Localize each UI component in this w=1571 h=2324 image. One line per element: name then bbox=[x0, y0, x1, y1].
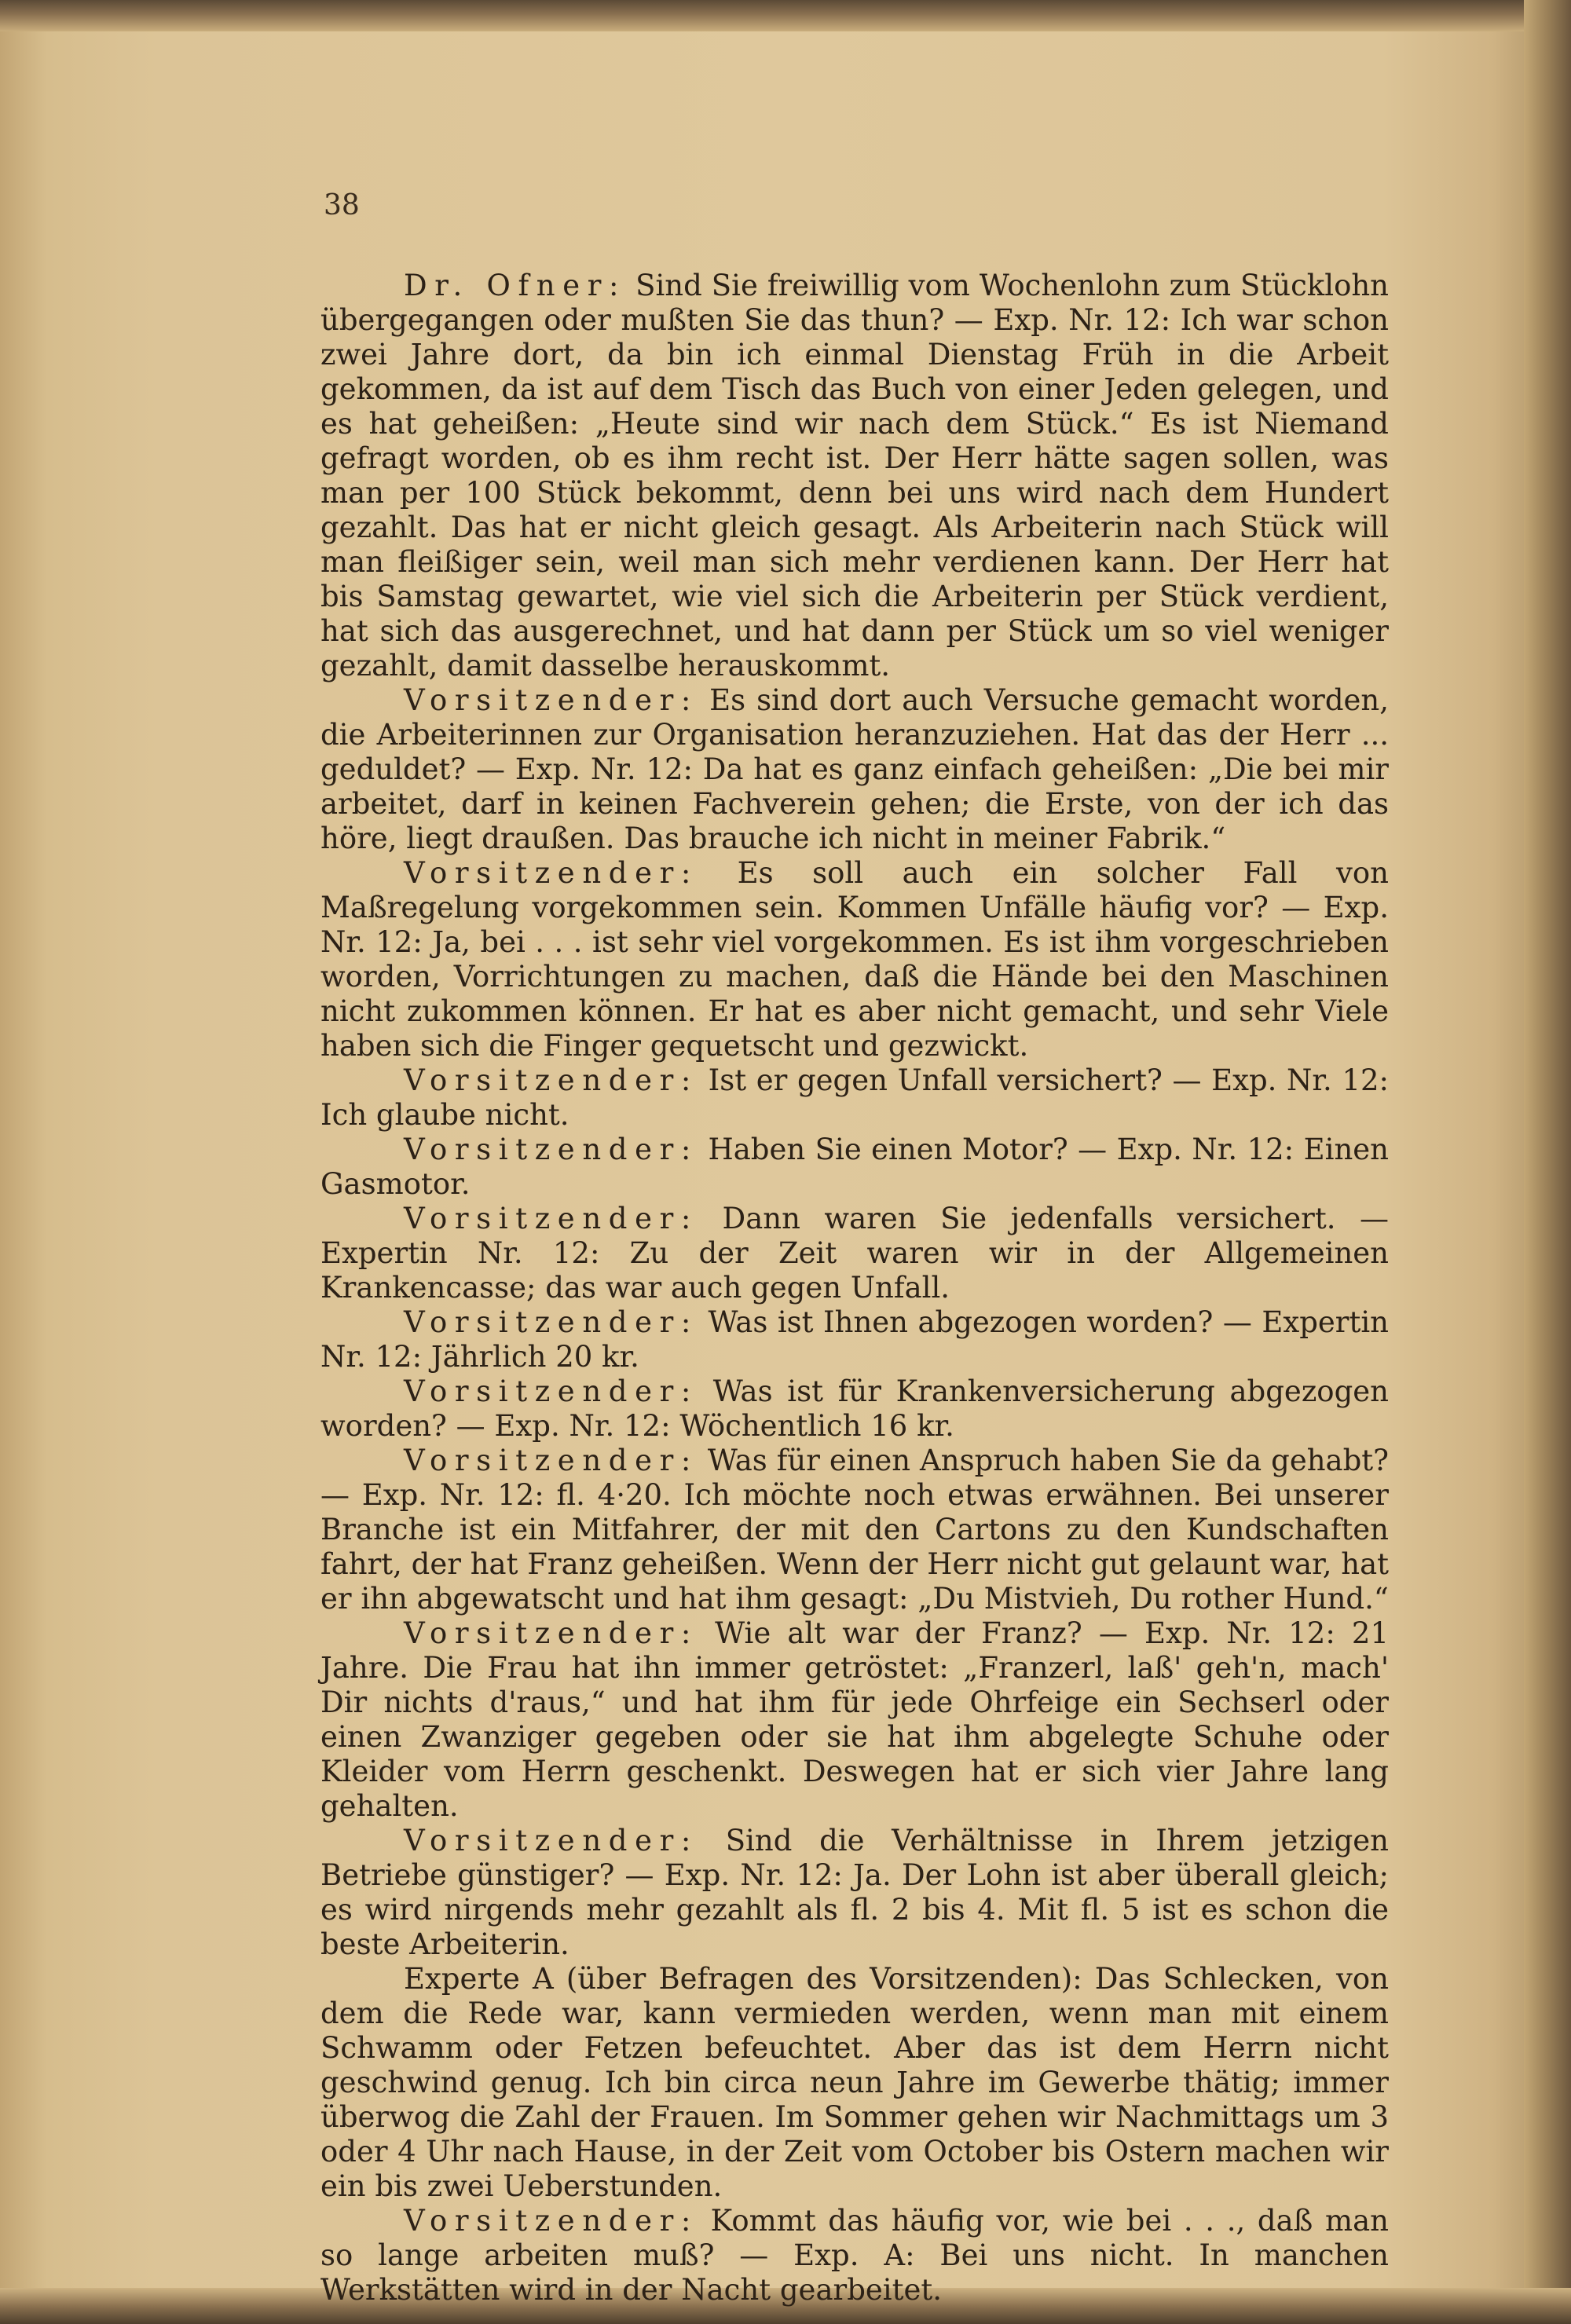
paragraph-text: Es soll auch ein solcher Fall von Maßregelung vorgekommen sein. Kommen Unfälle häufig vor? — Exp. Nr. 12: Ja, bei . . . ist sehr viel vorgekommen. Es ist ihm vorgeschrieben worden, Vorrichtungen zu machen, daß die Hände bei den Maschinen nicht zukommen können. Er hat es aber nicht gemacht, und sehr Viele haben sich die Finger gequetscht und gezwickt. bbox=[320, 856, 1390, 1063]
speaker-label: Vorsitzender: bbox=[404, 856, 698, 890]
paragraph-text: Es sind dort auch Versuche gemacht worden, die Arbeiterinnen zur Organisation heranzuziehen. Hat das der Herr ... geduldet? — Exp. Nr. 12: Da hat es ganz einfach geheißen: „Die bei mir arbeitet, darf in keinen Fachverein gehen; die Erste, von der ich das höre, liegt draußen. Das brauche ich nicht in meiner Fabrik.“ bbox=[320, 683, 1390, 855]
paragraph-text: Was ist Ihnen abgezogen worden? — Expertin Nr. 12: Jährlich 20 kr. bbox=[320, 1305, 1389, 1374]
book-binding-edge bbox=[1524, 0, 1571, 2324]
speaker-label: Vorsitzender: bbox=[404, 1202, 698, 1235]
speaker-label: Experte A (über Befragen des Vorsitzenden): bbox=[404, 1962, 1082, 1996]
paragraph-text: Wie alt war der Franz? — Exp. Nr. 12: 21 Jahre. Die Frau hat ihn immer getröstet: „Franzerl, laß' geh'n, mach' Dir nichts d'raus,“ und hat ihm für jede Ohrfeige ein Sechserl oder einen Zwanziger gegeben oder sie hat ihm abgelegte Schuhe oder Kleider vom Herrn geschenkt. Deswegen hat er sich vier Jahre lang gehalten. bbox=[320, 1616, 1389, 1823]
paragraph-text: Was ist für Krankenversicherung abgezogen worden? — Exp. Nr. 12: Wöchentlich 16 kr. bbox=[320, 1374, 1389, 1443]
paragraph bbox=[320, 269, 1389, 683]
speaker-label: Vorsitzender: bbox=[404, 2204, 698, 2238]
paragraph-text: Dann waren Sie jedenfalls versichert. — Expertin Nr. 12: Zu der Zeit waren wir in der Allgemeinen Krankencasse; das war auch gegen Unfall. bbox=[320, 1202, 1390, 1305]
paragraph-text: Was für einen Anspruch haben Sie da gehabt? — Exp. Nr. 12: fl. 4·20. Ich möchte noch etwas erwähnen. Bei unserer Branche ist ein Mitfahrer, der mit den Cartons zu den Kundschaften fahrt, der hat Franz geheißen. Wenn der Herr nicht gut gelaunt war, hat er ihn abgewatscht und hat ihm gesagt: „Du Mistvieh, Du rother Hund.“ bbox=[320, 1444, 1389, 1616]
paragraph bbox=[320, 683, 1389, 856]
paragraph bbox=[320, 1444, 1389, 1616]
paragraph-text: Haben Sie einen Motor? — Exp. Nr. 12: Einen Gasmotor. bbox=[320, 1133, 1389, 1201]
paragraph bbox=[320, 1133, 1389, 1202]
paragraph-text: Kommt das häufig vor, wie bei . . ., daß man so lange arbeiten muß? — Exp. A: Bei uns nicht. In manchen Werkstätten wird in der Nacht gearbeitet. bbox=[320, 2204, 1389, 2307]
paragraph bbox=[320, 1824, 1389, 1962]
paragraph bbox=[320, 1616, 1389, 1824]
paragraph bbox=[320, 1063, 1389, 1133]
speaker-label: Vorsitzender: bbox=[404, 1444, 698, 1477]
paragraph-text: Das Schlecken, von dem die Rede war, kann vermieden werden, wenn man mit einem Schwamm oder Fetzen befeuchtet. Aber das ist dem Herrn nicht geschwind genug. Ich bin circa neun Jahre im Gewerbe thätig; immer überwog die Zahl der Frauen. Im Sommer gehen wir Nachmittags um 3 oder 4 Uhr nach Hause, in der Zeit vom October bis Ostern machen wir ein bis zwei Ueberstunden. bbox=[320, 1962, 1389, 2203]
speaker-label: Vorsitzender: bbox=[404, 683, 698, 717]
speaker-label: Vorsitzender: bbox=[404, 1374, 698, 1408]
paragraph bbox=[320, 1962, 1389, 2204]
paragraph bbox=[320, 856, 1389, 1063]
paragraph-text: Ist er gegen Unfall versichert? — Exp. Nr. 12: Ich glaube nicht. bbox=[320, 1063, 1389, 1132]
speaker-label: Dr. Ofner: bbox=[404, 269, 627, 302]
speaker-label: Vorsitzender: bbox=[404, 1063, 698, 1097]
speaker-label: Vorsitzender: bbox=[404, 1305, 698, 1339]
speaker-label: Vorsitzender: bbox=[404, 1133, 698, 1166]
paragraph bbox=[320, 1374, 1389, 1444]
paragraph bbox=[320, 1305, 1389, 1374]
page-number: 38 bbox=[324, 189, 360, 221]
paragraph bbox=[320, 2204, 1389, 2308]
page-top-edge bbox=[0, 0, 1571, 31]
paragraph bbox=[320, 1202, 1389, 1305]
page-text-block bbox=[320, 188, 1389, 2308]
paragraph-text: Sind die Verhältnisse in Ihrem jetzigen Betriebe günstiger? — Exp. Nr. 12: Ja. Der Lohn ist aber überall gleich; es wird nirgends mehr gezahlt als fl. 2 bis 4. Mit fl. 5 ist es schon die beste Arbeiterin. bbox=[320, 1824, 1389, 1961]
speaker-label: Vorsitzender: bbox=[404, 1616, 698, 1650]
speaker-label: Vorsitzender: bbox=[404, 1824, 698, 1857]
paragraph-text: Sind Sie freiwillig vom Wochenlohn zum Stücklohn übergegangen oder mußten Sie das thun? — Exp. Nr. 12: Ich war schon zwei Jahre dort, da bin ich einmal Dienstag Früh in die Arbeit gekommen, da ist auf dem Tisch das Buch von einer Jeden gelegen, und es hat geheißen: „Heute sind wir nach dem Stück.“ Es ist Niemand gefragt worden, ob es ihm recht ist. Der Herr hätte sagen sollen, was man per 100 Stück bekommt, denn bei uns wird nach dem Hundert gezahlt. Das hat er nicht gleich gesagt. Als Arbeiterin nach Stück will man fleißiger sein, weil man sich mehr verdienen kann. Der Herr hat bis Samstag gewartet, wie viel sich die Arbeiterin per Stück verdient, hat sich das ausgerechnet, und hat dann per Stück um so viel weniger gezahlt, damit dasselbe herauskommt. bbox=[320, 269, 1390, 683]
